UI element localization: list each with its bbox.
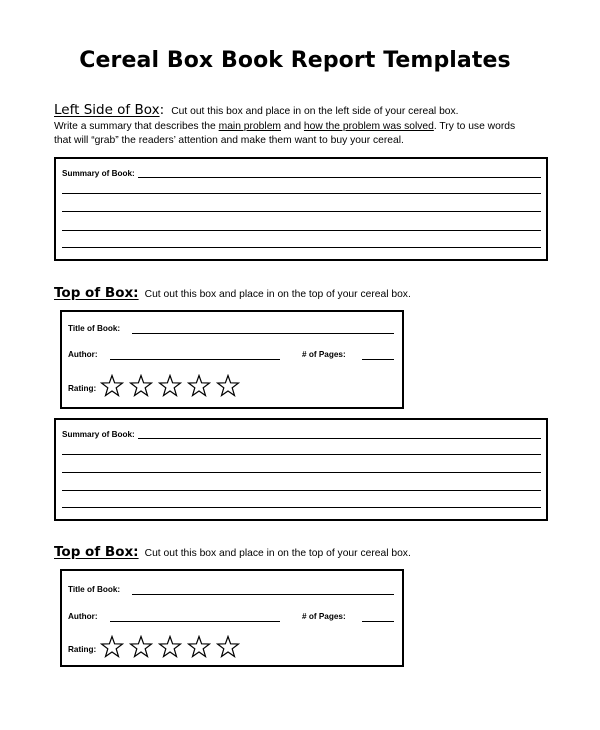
star-outline-icon[interactable]: [216, 635, 240, 659]
summary-line[interactable]: [62, 247, 541, 248]
top-box-card-2: [60, 569, 404, 667]
title-line[interactable]: [132, 594, 394, 595]
summary-line[interactable]: [138, 177, 541, 178]
title-label: Title of Book:: [68, 585, 121, 594]
summary-line[interactable]: [138, 438, 541, 439]
title-label: Title of Book:: [68, 324, 121, 333]
summary-label: Summary of Book:: [62, 169, 135, 178]
top-box-card-1: [60, 310, 404, 409]
author-line[interactable]: [110, 359, 280, 360]
summary-line[interactable]: [62, 211, 541, 212]
left-side-heading-text: Left Side of Box: [54, 102, 160, 118]
summary-line[interactable]: [62, 507, 541, 508]
star-outline-icon[interactable]: [187, 635, 211, 659]
pages-line[interactable]: [362, 359, 394, 360]
top-box-instruction: Cut out this box and place in on the top of your cereal box.: [144, 548, 411, 559]
instruction-text: . Try to use words: [433, 121, 516, 132]
top-box-heading-text: Top of Box:: [54, 285, 139, 301]
summary-label: Summary of Book:: [62, 430, 135, 439]
title-line[interactable]: [132, 333, 394, 334]
star-outline-icon[interactable]: [129, 374, 153, 398]
rating-label: Rating:: [68, 384, 97, 393]
summary-line[interactable]: [62, 454, 541, 455]
left-side-heading: [54, 103, 459, 119]
instruction-text: Write a summary that describes the: [54, 121, 219, 132]
top-box-instruction: Cut out this box and place in on the top of your cereal box.: [144, 289, 411, 300]
summary-line[interactable]: [62, 230, 541, 231]
rating-label: Rating:: [68, 645, 97, 654]
left-side-instruction-line3: that will “grab” the readers’ attention and make them want to buy your cereal.: [54, 135, 404, 146]
star-outline-icon[interactable]: [129, 635, 153, 659]
rating-stars: [100, 374, 245, 398]
main-problem-text: main problem: [218, 121, 282, 132]
top-box-heading-text: Top of Box:: [54, 544, 139, 560]
left-side-instruction-line2: [54, 120, 515, 134]
rating-stars: [100, 635, 245, 659]
top-box-heading-2: [54, 545, 411, 561]
star-outline-icon[interactable]: [100, 374, 124, 398]
how-solved-text: how the problem was solved: [303, 121, 434, 132]
star-outline-icon[interactable]: [158, 635, 182, 659]
author-line[interactable]: [110, 621, 280, 622]
page-title: Cereal Box Book Report Templates: [79, 48, 511, 73]
summary-line[interactable]: [62, 490, 541, 491]
left-side-instruction: Cut out this box and place in on the left side of your cereal box.: [171, 106, 459, 117]
top-box-heading-1: [54, 286, 411, 302]
star-outline-icon[interactable]: [158, 374, 182, 398]
pages-label: # of Pages:: [302, 350, 346, 359]
author-label: Author:: [68, 612, 98, 621]
pages-line[interactable]: [362, 621, 394, 622]
left-side-heading-colon: :: [159, 102, 165, 118]
pages-label: # of Pages:: [302, 612, 346, 621]
star-outline-icon[interactable]: [100, 635, 124, 659]
summary-box-2: [54, 418, 548, 521]
instruction-text: and: [281, 121, 304, 132]
summary-line[interactable]: [62, 193, 541, 194]
left-side-summary-box: [54, 157, 548, 261]
star-outline-icon[interactable]: [187, 374, 211, 398]
star-outline-icon[interactable]: [216, 374, 240, 398]
author-label: Author:: [68, 350, 98, 359]
summary-line[interactable]: [62, 472, 541, 473]
